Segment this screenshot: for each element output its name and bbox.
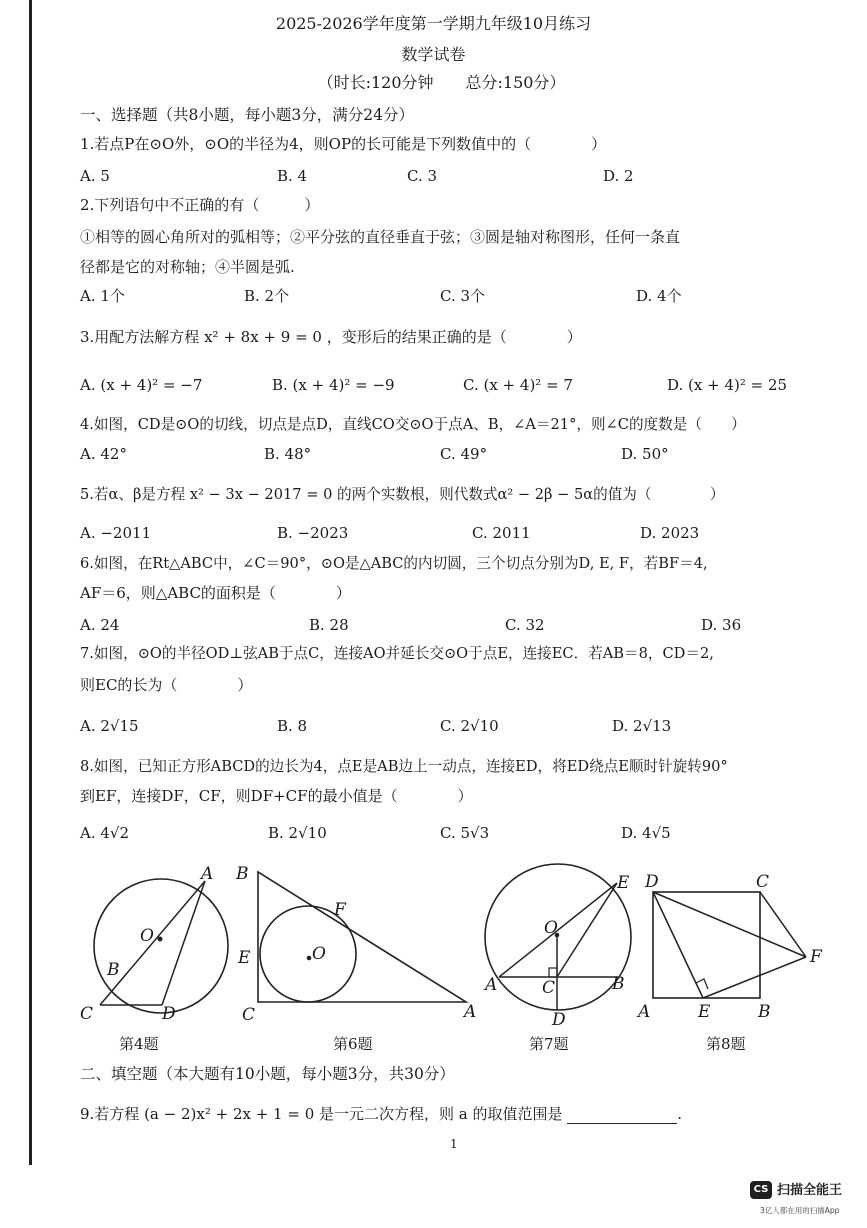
q1-option-c: C. 3 — [407, 167, 438, 185]
fig8-label-a: A — [638, 1002, 651, 1022]
fig6-label-a: A — [464, 1002, 477, 1022]
q6-stem-cont: AF＝6，则△ABC的面积是（ ） — [80, 584, 351, 602]
fig4-label-a: A — [201, 864, 214, 884]
q3-stem: 3.用配方法解方程 x² + 8x + 9 = 0 ，变形后的结果正确的是（ ） — [80, 328, 582, 346]
fig6-label-f: F — [334, 900, 346, 920]
fig7-right-angle — [549, 968, 557, 977]
figure-8-diagram — [632, 855, 832, 1030]
q6-option-a: A. 24 — [80, 616, 120, 634]
fig7-label-c: C — [542, 978, 556, 998]
page-edge-shadow — [29, 0, 32, 1165]
figure-6-caption: 第6题 — [333, 1035, 373, 1053]
q9-end: . — [677, 1105, 683, 1123]
q3-option-d: D. (x + 4)² = 25 — [667, 376, 788, 394]
fig8-line-de — [653, 892, 703, 998]
q5-option-c: C. 2011 — [472, 524, 531, 542]
fig6-label-c: C — [242, 1005, 256, 1025]
q8-option-b: B. 2√10 — [268, 824, 327, 842]
section1-heading: 一、选择题（共8小题，每小题3分，满分24分） — [80, 106, 414, 124]
figure-4-caption: 第4题 — [119, 1035, 159, 1053]
q2-stem: 2.下列语句中不正确的有（ ） — [80, 196, 320, 214]
fig7-label-b: B — [612, 974, 625, 994]
exam-subject: 数学试卷 — [401, 45, 466, 64]
camscanner-tagline: 3亿人都在用的扫描App — [760, 1206, 840, 1215]
figure-4-diagram — [70, 855, 250, 1030]
fig6-center-dot — [307, 956, 312, 961]
q8-option-c: C. 5√3 — [440, 824, 490, 842]
fig6-triangle — [258, 872, 466, 1002]
q9-line — [80, 1103, 682, 1125]
q3-option-c: C. (x + 4)² = 7 — [463, 376, 573, 394]
q4-stem: 4.如图，CD是⊙O的切线，切点是点D，直线CO交⊙O于点A、B，∠A＝21°，则∠C的度数是（ ） — [80, 416, 746, 433]
q6-option-c: C. 32 — [505, 616, 545, 634]
fig4-label-b: B — [107, 960, 120, 980]
q5-option-d: D. 2023 — [640, 524, 700, 542]
figure-8-caption: 第8题 — [706, 1035, 746, 1053]
q7-option-b: B. 8 — [277, 717, 308, 735]
q2-statements-cont: 径都是它的对称轴；④半圆是弧. — [80, 258, 295, 276]
fig7-label-o: O — [544, 918, 558, 938]
q1-option-b: B. 4 — [277, 167, 308, 185]
fig8-label-b: B — [758, 1002, 771, 1022]
fig7-label-d: D — [552, 1010, 566, 1030]
fig7-label-a: A — [485, 975, 498, 995]
q2-option-d: D. 4个 — [636, 287, 682, 305]
fig4-line-ad — [162, 881, 205, 1005]
q2-statements: ①相等的圆心角所对的弧相等；②平分弦的直径垂直于弦；③圆是轴对称图形，任何一条直 — [80, 228, 681, 246]
q3-option-b: B. (x + 4)² = −9 — [272, 376, 395, 394]
q6-option-d: D. 36 — [701, 616, 742, 634]
figure-6-diagram — [232, 855, 482, 1030]
fig4-label-d: D — [162, 1004, 176, 1024]
fig7-label-e: E — [617, 873, 630, 893]
fig7-line-ae — [499, 883, 617, 977]
fig6-label-e: E — [238, 948, 251, 968]
q5-option-b: B. −2023 — [277, 524, 349, 542]
q6-option-b: B. 28 — [309, 616, 349, 634]
fig4-center-dot — [158, 937, 163, 942]
q7-stem: 7.如图，⊙O的半径OD⊥弦AB于点C，连接AO并延长交⊙O于点E，连接EC．若AB＝8，CD＝2, — [80, 645, 714, 662]
figure-7-caption: 第7题 — [529, 1035, 569, 1053]
q2-option-b: B. 2个 — [244, 287, 290, 305]
camscanner-app-name: 扫描全能王 — [777, 1183, 843, 1198]
fig6-label-o: O — [312, 944, 326, 964]
q5-option-a: A. −2011 — [80, 524, 152, 542]
q1-option-d: D. 2 — [603, 167, 634, 185]
q4-option-a: A. 42° — [80, 445, 127, 463]
q1-stem: 1.若点P在⊙O外，⊙O的半径为4，则OP的长可能是下列数值中的（ ） — [80, 135, 607, 153]
section2-heading: 二、填空题（本大题有10小题，每小题3分，共30分） — [80, 1065, 455, 1083]
fig4-label-c: C — [80, 1004, 94, 1024]
fig6-label-b: B — [236, 864, 249, 884]
q3-option-a: A. (x + 4)² = −7 — [80, 376, 203, 394]
q4-option-d: D. 50° — [621, 445, 669, 463]
q8-option-d: D. 4√5 — [621, 824, 671, 842]
exam-title: 2025-2026学年度第一学期九年级10月练习 — [275, 14, 592, 33]
q8-stem: 8.如图，已知正方形ABCD的边长为4，点E是AB边上一动点，连接ED，将ED绕点E顺时针旋转90° — [80, 758, 728, 775]
q7-option-a: A. 2√15 — [80, 717, 139, 735]
q2-option-a: A. 1个 — [80, 287, 125, 305]
q1-option-a: A. 5 — [80, 167, 110, 185]
figure-7-diagram — [478, 855, 643, 1030]
q2-option-c: C. 3个 — [440, 287, 486, 305]
q7-option-c: C. 2√10 — [440, 717, 499, 735]
camscanner-logo-icon: CS — [750, 1181, 772, 1199]
q7-stem-cont: 则EC的长为（ ） — [80, 676, 253, 694]
q4-option-c: C. 49° — [440, 445, 488, 463]
q8-option-a: A. 4√2 — [80, 824, 130, 842]
q8-stem-cont: 到EF，连接DF，CF，则DF+CF的最小值是（ ） — [80, 787, 473, 805]
fig6-incircle — [260, 906, 356, 1002]
fig4-circle — [94, 879, 228, 1013]
q7-option-d: D. 2√13 — [612, 717, 672, 735]
exam-meta: （时长:120分钟 总分:150分） — [317, 73, 566, 92]
q4-option-b: B. 48° — [264, 445, 312, 463]
fig4-label-o: O — [140, 926, 154, 946]
page-number: 1 — [450, 1137, 458, 1151]
fig8-label-c: C — [756, 872, 770, 892]
fig8-label-d: D — [645, 872, 659, 892]
q9-stem: 9.若方程 (a − 2)x² + 2x + 1 = 0 是一元二次方程，则 a 的取值范围是 — [80, 1105, 563, 1123]
q9-answer-blank — [567, 1107, 677, 1124]
fig7-line-ec — [557, 883, 617, 977]
camscanner-watermark — [750, 1178, 860, 1224]
fig8-line-ef — [703, 957, 806, 998]
q6-stem: 6.如图，在Rt△ABC中，∠C＝90°，⊙O是△ABC的内切圆，三个切点分别为D, E, F，若BF＝4, — [80, 555, 708, 572]
q5-stem: 5.若α、β是方程 x² − 3x − 2017 = 0 的两个实数根，则代数式α² − 2β − 5α的值为（ ） — [80, 486, 725, 503]
fig8-label-e: E — [698, 1002, 711, 1022]
fig8-label-f: F — [810, 947, 822, 967]
